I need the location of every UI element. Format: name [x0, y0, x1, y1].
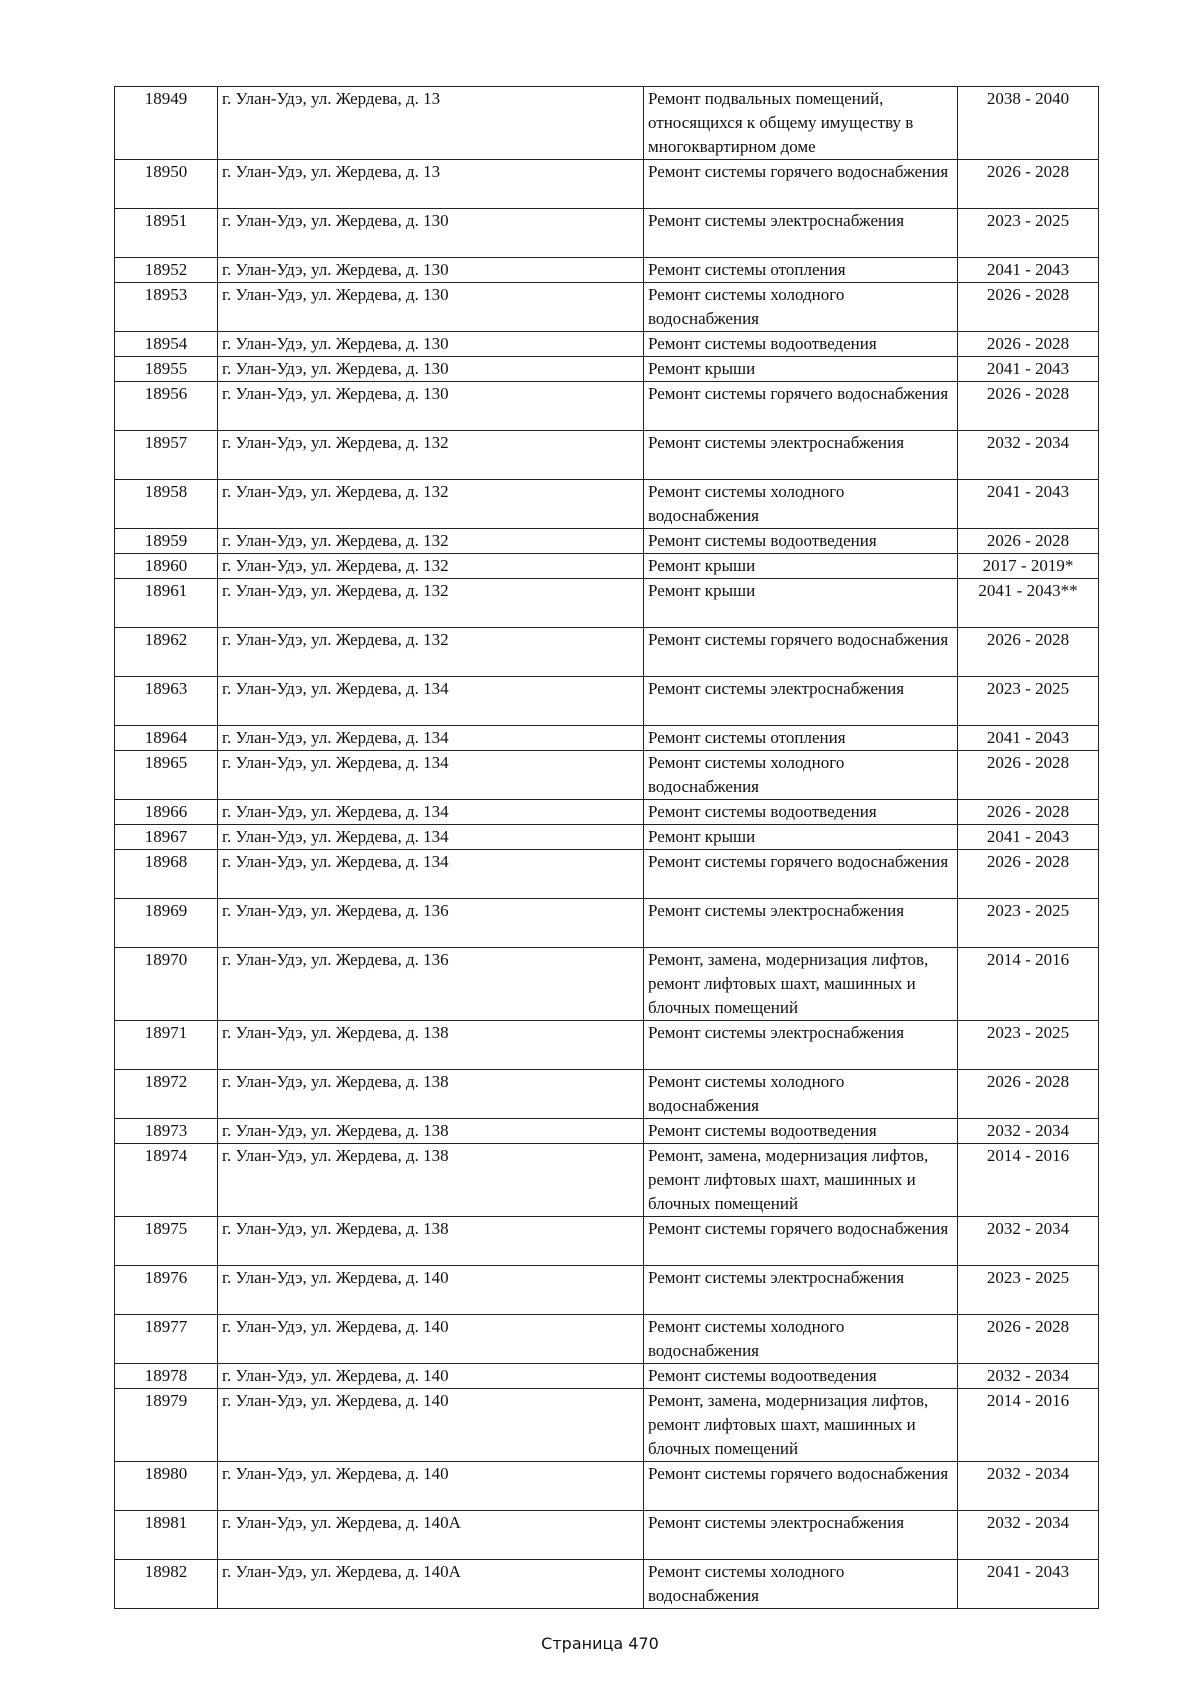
work-type-cell: Ремонт системы отопления: [644, 258, 958, 283]
row-number: 18953: [115, 283, 218, 332]
row-number: 18982: [115, 1560, 218, 1609]
row-number: 18960: [115, 554, 218, 579]
row-number: 18970: [115, 948, 218, 1021]
work-type-cell: Ремонт системы горячего водоснабжения: [644, 1217, 958, 1266]
period-cell: 2026 - 2028: [958, 628, 1099, 677]
period-cell: 2026 - 2028: [958, 1315, 1099, 1364]
work-type-cell: Ремонт системы холодного водоснабжения: [644, 1560, 958, 1609]
address-cell: г. Улан-Удэ, ул. Жердева, д. 13: [218, 87, 644, 160]
work-type-cell: Ремонт системы горячего водоснабжения: [644, 382, 958, 431]
work-type-cell: Ремонт системы электроснабжения: [644, 899, 958, 948]
table-row: [115, 1021, 1099, 1070]
row-number: 18976: [115, 1266, 218, 1315]
row-number: 18972: [115, 1070, 218, 1119]
address-cell: г. Улан-Удэ, ул. Жердева, д. 140: [218, 1364, 644, 1389]
address-cell: г. Улан-Удэ, ул. Жердева, д. 138: [218, 1070, 644, 1119]
work-type-cell: Ремонт системы горячего водоснабжения: [644, 628, 958, 677]
table-row: [115, 825, 1099, 850]
work-type-cell: Ремонт системы водоотведения: [644, 529, 958, 554]
work-type-cell: Ремонт системы электроснабжения: [644, 1021, 958, 1070]
table-row: [115, 628, 1099, 677]
row-number: 18971: [115, 1021, 218, 1070]
period-cell: 2041 - 2043: [958, 825, 1099, 850]
address-cell: г. Улан-Удэ, ул. Жердева, д. 132: [218, 554, 644, 579]
table-row: [115, 1462, 1099, 1511]
table-row: [115, 529, 1099, 554]
row-number: 18966: [115, 800, 218, 825]
period-cell: 2026 - 2028: [958, 283, 1099, 332]
period-cell: 2014 - 2016: [958, 1389, 1099, 1462]
row-number: 18979: [115, 1389, 218, 1462]
work-type-cell: Ремонт системы водоотведения: [644, 1364, 958, 1389]
period-cell: 2041 - 2043: [958, 357, 1099, 382]
work-type-cell: Ремонт системы горячего водоснабжения: [644, 1462, 958, 1511]
work-type-cell: Ремонт крыши: [644, 579, 958, 628]
work-type-cell: Ремонт системы горячего водоснабжения: [644, 160, 958, 209]
row-number: 18957: [115, 431, 218, 480]
address-cell: г. Улан-Удэ, ул. Жердева, д. 134: [218, 751, 644, 800]
period-cell: 2023 - 2025: [958, 677, 1099, 726]
table-row: [115, 283, 1099, 332]
table-row: [115, 431, 1099, 480]
row-number: 18958: [115, 480, 218, 529]
period-cell: 2026 - 2028: [958, 382, 1099, 431]
work-type-cell: Ремонт системы электроснабжения: [644, 431, 958, 480]
work-type-cell: Ремонт, замена, модернизация лифтов, ремонт лифтовых шахт, машинных и блочных помещений: [644, 1389, 958, 1462]
period-cell: 2023 - 2025: [958, 209, 1099, 258]
period-cell: 2032 - 2034: [958, 1119, 1099, 1144]
address-cell: г. Улан-Удэ, ул. Жердева, д. 132: [218, 628, 644, 677]
row-number: 18981: [115, 1511, 218, 1560]
work-type-cell: Ремонт системы отопления: [644, 726, 958, 751]
row-number: 18954: [115, 332, 218, 357]
row-number: 18975: [115, 1217, 218, 1266]
address-cell: г. Улан-Удэ, ул. Жердева, д. 132: [218, 480, 644, 529]
address-cell: г. Улан-Удэ, ул. Жердева, д. 140: [218, 1462, 644, 1511]
table-row: [115, 1511, 1099, 1560]
period-cell: 2014 - 2016: [958, 1144, 1099, 1217]
row-number: 18965: [115, 751, 218, 800]
work-type-cell: Ремонт системы электроснабжения: [644, 209, 958, 258]
period-cell: 2026 - 2028: [958, 800, 1099, 825]
address-cell: г. Улан-Удэ, ул. Жердева, д. 140: [218, 1315, 644, 1364]
table-row: [115, 357, 1099, 382]
address-cell: г. Улан-Удэ, ул. Жердева, д. 13: [218, 160, 644, 209]
table-row: [115, 332, 1099, 357]
table-row: [115, 1070, 1099, 1119]
address-cell: г. Улан-Удэ, ул. Жердева, д. 134: [218, 726, 644, 751]
address-cell: г. Улан-Удэ, ул. Жердева, д. 140А: [218, 1560, 644, 1609]
row-number: 18980: [115, 1462, 218, 1511]
table-row: [115, 1119, 1099, 1144]
row-number: 18964: [115, 726, 218, 751]
row-number: 18969: [115, 899, 218, 948]
work-type-cell: Ремонт системы холодного водоснабжения: [644, 283, 958, 332]
row-number: 18955: [115, 357, 218, 382]
table-row: [115, 160, 1099, 209]
table-row: [115, 800, 1099, 825]
row-number: 18968: [115, 850, 218, 899]
table-row: [115, 751, 1099, 800]
period-cell: 2041 - 2043**: [958, 579, 1099, 628]
period-cell: 2026 - 2028: [958, 850, 1099, 899]
table-row: [115, 948, 1099, 1021]
work-type-cell: Ремонт системы холодного водоснабжения: [644, 480, 958, 529]
table-row: [115, 1560, 1099, 1609]
address-cell: г. Улан-Удэ, ул. Жердева, д. 140: [218, 1266, 644, 1315]
address-cell: г. Улан-Удэ, ул. Жердева, д. 130: [218, 382, 644, 431]
period-cell: 2032 - 2034: [958, 1462, 1099, 1511]
address-cell: г. Улан-Удэ, ул. Жердева, д. 130: [218, 258, 644, 283]
work-type-cell: Ремонт системы водоотведения: [644, 1119, 958, 1144]
period-cell: 2023 - 2025: [958, 899, 1099, 948]
address-cell: г. Улан-Удэ, ул. Жердева, д. 138: [218, 1217, 644, 1266]
address-cell: г. Улан-Удэ, ул. Жердева, д. 138: [218, 1144, 644, 1217]
row-number: 18962: [115, 628, 218, 677]
address-cell: г. Улан-Удэ, ул. Жердева, д. 130: [218, 283, 644, 332]
table-row: [115, 87, 1099, 160]
work-type-cell: Ремонт системы электроснабжения: [644, 1266, 958, 1315]
work-type-cell: Ремонт системы электроснабжения: [644, 677, 958, 726]
address-cell: г. Улан-Удэ, ул. Жердева, д. 130: [218, 209, 644, 258]
period-cell: 2041 - 2043: [958, 726, 1099, 751]
address-cell: г. Улан-Удэ, ул. Жердева, д. 132: [218, 579, 644, 628]
table-row: [115, 1389, 1099, 1462]
table-row: [115, 1364, 1099, 1389]
period-cell: 2026 - 2028: [958, 529, 1099, 554]
table-row: [115, 382, 1099, 431]
work-type-cell: Ремонт системы холодного водоснабжения: [644, 751, 958, 800]
table-row: [115, 579, 1099, 628]
table-row: [115, 209, 1099, 258]
row-number: 18973: [115, 1119, 218, 1144]
period-cell: 2041 - 2043: [958, 1560, 1099, 1609]
table-row: [115, 258, 1099, 283]
table-row: [115, 899, 1099, 948]
table-row: [115, 1266, 1099, 1315]
row-number: 18951: [115, 209, 218, 258]
work-type-cell: Ремонт системы горячего водоснабжения: [644, 850, 958, 899]
table-row: [115, 1217, 1099, 1266]
row-number: 18949: [115, 87, 218, 160]
page-number: Страница 470: [541, 1634, 659, 1653]
period-cell: 2032 - 2034: [958, 431, 1099, 480]
work-type-cell: Ремонт крыши: [644, 825, 958, 850]
period-cell: 2032 - 2034: [958, 1217, 1099, 1266]
period-cell: 2041 - 2043: [958, 480, 1099, 529]
row-number: 18963: [115, 677, 218, 726]
period-cell: 2023 - 2025: [958, 1266, 1099, 1315]
period-cell: 2032 - 2034: [958, 1511, 1099, 1560]
work-type-cell: Ремонт подвальных помещений, относящихся к общему имуществу в многоквартирном доме: [644, 87, 958, 160]
address-cell: г. Улан-Удэ, ул. Жердева, д. 140: [218, 1389, 644, 1462]
table-row: [115, 1315, 1099, 1364]
address-cell: г. Улан-Удэ, ул. Жердева, д. 136: [218, 948, 644, 1021]
period-cell: 2026 - 2028: [958, 332, 1099, 357]
work-type-cell: Ремонт крыши: [644, 357, 958, 382]
period-cell: 2026 - 2028: [958, 1070, 1099, 1119]
address-cell: г. Улан-Удэ, ул. Жердева, д. 130: [218, 332, 644, 357]
period-cell: 2014 - 2016: [958, 948, 1099, 1021]
period-cell: 2041 - 2043: [958, 258, 1099, 283]
period-cell: 2032 - 2034: [958, 1364, 1099, 1389]
repair-schedule-table: [114, 86, 1099, 1609]
address-cell: г. Улан-Удэ, ул. Жердева, д. 134: [218, 677, 644, 726]
period-cell: 2017 - 2019*: [958, 554, 1099, 579]
address-cell: г. Улан-Удэ, ул. Жердева, д. 136: [218, 899, 644, 948]
period-cell: 2038 - 2040: [958, 87, 1099, 160]
address-cell: г. Улан-Удэ, ул. Жердева, д. 138: [218, 1119, 644, 1144]
work-type-cell: Ремонт, замена, модернизация лифтов, ремонт лифтовых шахт, машинных и блочных помещений: [644, 1144, 958, 1217]
table-row: [115, 480, 1099, 529]
table-row: [115, 726, 1099, 751]
row-number: 18952: [115, 258, 218, 283]
address-cell: г. Улан-Удэ, ул. Жердева, д. 134: [218, 825, 644, 850]
work-type-cell: Ремонт системы электроснабжения: [644, 1511, 958, 1560]
row-number: 18950: [115, 160, 218, 209]
work-type-cell: Ремонт системы водоотведения: [644, 332, 958, 357]
period-cell: 2023 - 2025: [958, 1021, 1099, 1070]
row-number: 18977: [115, 1315, 218, 1364]
table-row: [115, 677, 1099, 726]
row-number: 18961: [115, 579, 218, 628]
address-cell: г. Улан-Удэ, ул. Жердева, д. 134: [218, 800, 644, 825]
address-cell: г. Улан-Удэ, ул. Жердева, д. 138: [218, 1021, 644, 1070]
row-number: 18956: [115, 382, 218, 431]
address-cell: г. Улан-Удэ, ул. Жердева, д. 130: [218, 357, 644, 382]
work-type-cell: Ремонт системы холодного водоснабжения: [644, 1315, 958, 1364]
address-cell: г. Улан-Удэ, ул. Жердева, д. 132: [218, 529, 644, 554]
row-number: 18959: [115, 529, 218, 554]
period-cell: 2026 - 2028: [958, 160, 1099, 209]
row-number: 18974: [115, 1144, 218, 1217]
work-type-cell: Ремонт крыши: [644, 554, 958, 579]
work-type-cell: Ремонт системы водоотведения: [644, 800, 958, 825]
address-cell: г. Улан-Удэ, ул. Жердева, д. 134: [218, 850, 644, 899]
address-cell: г. Улан-Удэ, ул. Жердева, д. 140А: [218, 1511, 644, 1560]
row-number: 18967: [115, 825, 218, 850]
address-cell: г. Улан-Удэ, ул. Жердева, д. 132: [218, 431, 644, 480]
table-row: [115, 1144, 1099, 1217]
table-row: [115, 554, 1099, 579]
period-cell: 2026 - 2028: [958, 751, 1099, 800]
table-body: [115, 87, 1099, 1609]
work-type-cell: Ремонт системы холодного водоснабжения: [644, 1070, 958, 1119]
table-row: [115, 850, 1099, 899]
row-number: 18978: [115, 1364, 218, 1389]
work-type-cell: Ремонт, замена, модернизация лифтов, ремонт лифтовых шахт, машинных и блочных помещений: [644, 948, 958, 1021]
